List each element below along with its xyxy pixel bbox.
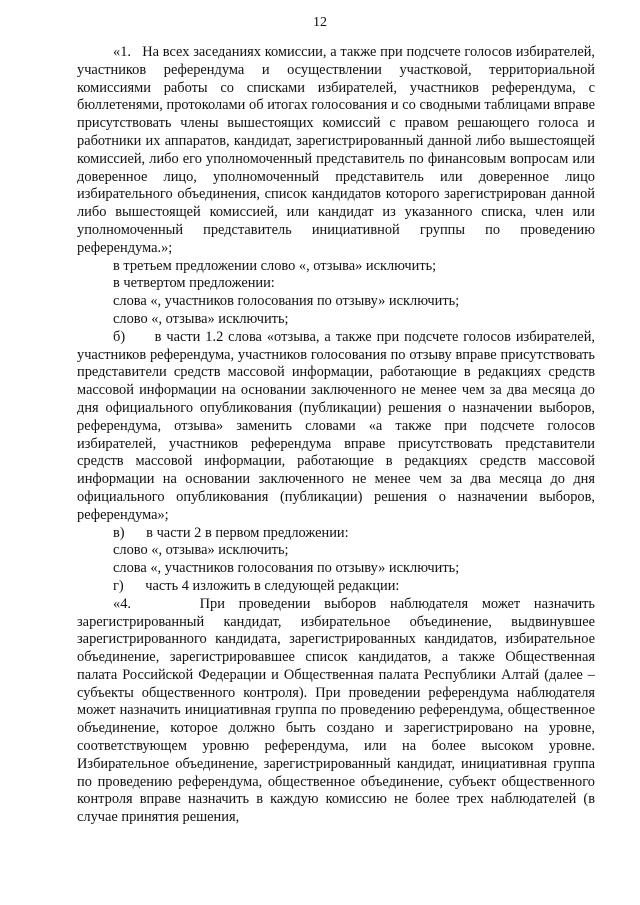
paragraph-item-g: г) часть 4 изложить в следующей редакции: [113,577,400,594]
page-number: 12 [313,15,327,30]
paragraph-word-exclude: слово «, отзыва» исключить; [113,310,289,327]
paragraph-fourth-sentence: в четвертом предложении: [113,275,275,292]
paragraph-item-b: б) в части 1.2 слова «отзыва, а также при подсчете голосов избирателей, участников референдума, участников голосования по отзыву вправе присутствовать представители средств массовой информации, работающие в редакциях средств массовой информации на основании заключенного не менее чем за два месяца до дня официального опубликования (публикации) решения о назначении выборов, референдума, отзыва» заменить словами «а также при подсчете голосов избирателей, участников референдума вправе присутствовать представители средств массовой информации, работающие в редакциях средств массовой информации на основании заключенного не менее чем за два месяца до дня официального опубликования (публикации) решения о назначении выборов, референдума»; [77,328,595,523]
paragraph-words-exclude: слова «, участников голосования по отзыву» исключить; [113,293,460,310]
paragraph-words-exclude-2: слова «, участников голосования по отзыву» исключить; [113,560,460,577]
document-body [77,44,595,827]
paragraph-amendment-item-1: «1. На всех заседаниях комиссии, а также при подсчете голосов избирателей, участников референдума и осуществлении участковой, территориальной комиссиями работы со списками избирателей, участников референдума, с бюллетенями, протоколами об итогах голосования и со сводными таблицами вправе присутствовать члены вышестоящих комиссий с правом решающего голоса и работники их аппаратов, кандидат, зарегистрированный данной либо вышестоящей комиссией, либо его уполномоченный представитель по финансовым вопросам или доверенное лицо, уполномоченный представитель или доверенное лицо избирательного объединения, список кандидатов которого зарегистрирован данной либо вышестоящей комиссией, или кандидат из указанного списка, член или уполномоченный представитель инициативной группы по проведению референдума.»; [77,44,595,256]
paragraph-part-4: «4. При проведении выборов наблюдателя может назначить зарегистрированный кандидат, избирательное объединение, выдвинувшее зарегистрированного кандидата, зарегистрированных кандидатов, избирательное объединение, зарегистрировавшее список кандидатов, а также Общественная палата Российской Федерации и Общественная палата Республики Алтай (далее – субъекты общественного контроля). При проведении референдума наблюдателя может назначить инициативная группа по проведению референдума, общественное объединение, которое должно быть создано и зарегистрировано на уровне, соответствующем уровню референдума, или на более высоком уровне. Избирательное объединение, зарегистрированный кандидат, инициативная группа по проведению референдума, общественное объединение, субъект общественного контроля вправе назначить в каждую комиссию не более трех наблюдателей (в случае принятия решения, [77,595,595,826]
paragraph-third-sentence: в третьем предложении слово «, отзыва» исключить; [113,257,437,274]
paragraph-item-v: в) в части 2 в первом предложении: [113,524,349,541]
paragraph-word-exclude-2: слово «, отзыва» исключить; [113,542,289,559]
